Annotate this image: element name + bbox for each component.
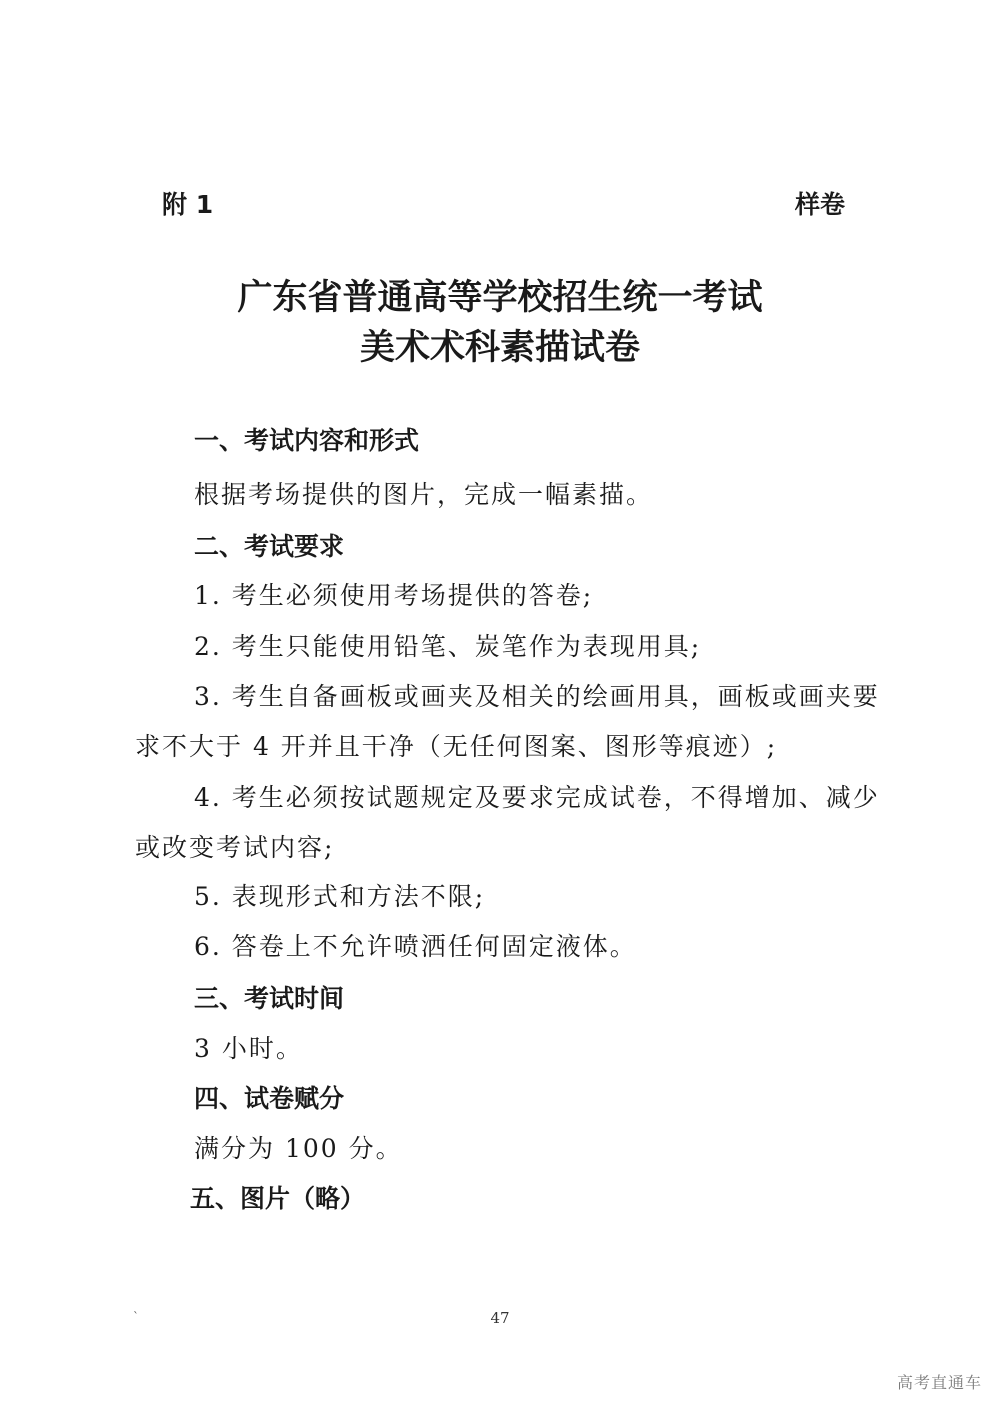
section-1-text: 根据考场提供的图片，完成一幅素描。 bbox=[194, 480, 654, 509]
requirement-4-line-2: 或改变考试内容; bbox=[135, 833, 335, 862]
appendix-label: 附 1 bbox=[162, 190, 214, 219]
section-3-heading: 三、考试时间 bbox=[194, 984, 345, 1013]
requirement-3-line-2: 求不大于 4 开并且干净（无任何图案、图形等痕迹）; bbox=[135, 732, 778, 761]
section-3-text: 3 小时。 bbox=[194, 1034, 303, 1063]
scan-mark: ` bbox=[133, 1310, 139, 1324]
requirement-4-line-1: 4. 考生必须按试题规定及要求完成试卷，不得增加、减少 bbox=[194, 783, 880, 812]
page-number: 47 bbox=[490, 1309, 510, 1327]
requirement-6: 6. 答卷上不允许喷洒任何固定液体。 bbox=[194, 932, 637, 961]
section-5-heading: 五、图片（略） bbox=[190, 1184, 366, 1213]
title-line-1: 广东省普通高等学校招生统一考试 bbox=[237, 277, 763, 318]
section-4-text: 满分为 100 分。 bbox=[194, 1134, 403, 1163]
section-2-heading: 二、考试要求 bbox=[194, 532, 345, 561]
requirement-1: 1. 考生必须使用考场提供的答卷; bbox=[194, 581, 594, 610]
sample-label: 样卷 bbox=[795, 190, 846, 219]
title-line-2: 美术术科素描试卷 bbox=[359, 327, 640, 368]
requirement-2: 2. 考生只能使用铅笔、炭笔作为表现用具; bbox=[194, 632, 702, 661]
requirement-3-line-1: 3. 考生自备画板或画夹及相关的绘画用具，画板或画夹要 bbox=[194, 682, 880, 711]
section-4-heading: 四、试卷赋分 bbox=[194, 1084, 345, 1113]
watermark-text: 高考直通车 bbox=[896, 1373, 982, 1392]
requirement-5: 5. 表现形式和方法不限; bbox=[194, 882, 486, 911]
section-1-heading: 一、考试内容和形式 bbox=[194, 426, 420, 455]
